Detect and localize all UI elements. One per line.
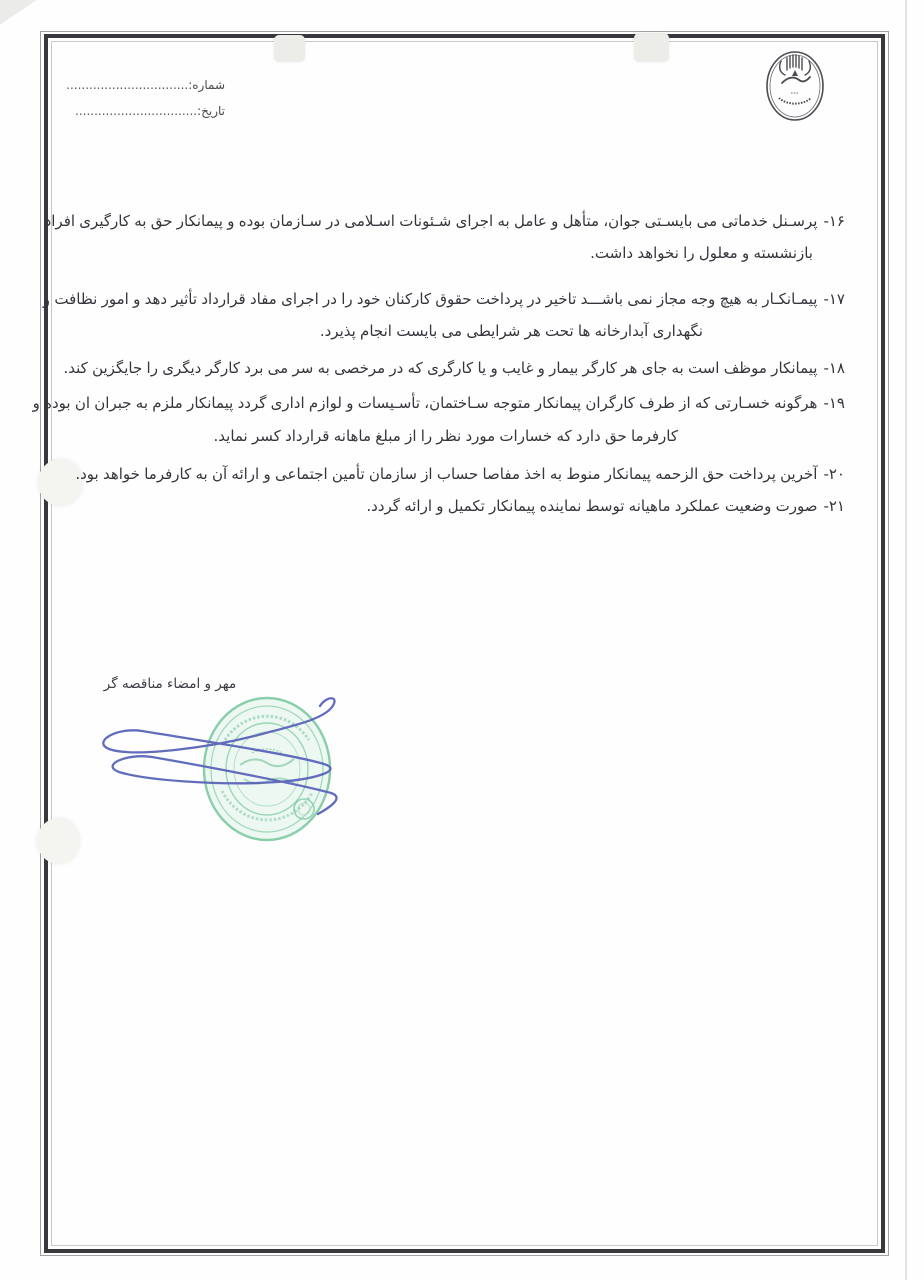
paper-edge-line [905,0,907,1280]
clause-line: کارفرما حق دارد که خسارات مورد نظر را از مبلغ ماهانه قرارداد کسر نماید. [213,427,678,445]
scan-corner-smudge [0,0,41,26]
clause-number: ۱۹- [823,394,845,412]
date-dotted-line: ................................ [75,104,198,118]
clause-line: ۱۷-پیمـانکـار به هیچ وجه مجاز نمی باشـــد تاخیر در پرداخت حقوق کارکنان خود را در اجرای مفاد قرارداد تأثیر دهد و امور نظافت و [42,290,845,308]
clause-line: ۱۸-پیمانکار موظف است به جای هر کارگر بیمار و غایب و یا کارگری که در مرخصی به سر می برد کارگر دیگری را جایگزین کند. [63,359,845,377]
number-label: شماره: [188,78,225,92]
clause-number: ۱۶- [823,212,845,230]
clause-number: ۱۷- [823,290,845,308]
clause-number: ۲۱- [823,497,845,515]
clause-number: ۱۸- [823,359,845,377]
clause-line: بازنشسته و معلول را نخواهد داشت. [590,244,813,262]
clause-line: ۱۶-پرسـنل خدماتی می بایسـتی جوان، متأهل و عامل به اجرای شـئونات اسـلامی در سـازمان بوده و پیمانکار حق به کارگیری افراد [44,212,845,230]
contract-clauses [32,0,845,560]
clause-line: ۲۰-آخرین پرداخت حق الزحمه پیمانکار منوط به اخذ مفاصا حساب از سازمان تأمین اجتماعی و ارائه آن به کارفرما خواهد بود. [75,465,845,483]
date-label: تاریخ: [197,104,225,118]
clause-line: ۱۹-هرگونه خسـارتی که از طرف کارگران پیمانکار متوجه سـاختمان، تأسـیسات و لوازم اداری گردد پیمانکار ملزم به جبران ان بوده و [32,394,845,412]
signature-caption: مهر و امضاء مناقصه گر [103,676,237,692]
clause-number: ۲۰- [823,465,845,483]
blue-ink-signature-icon [82,692,347,826]
punch-hole [37,818,80,864]
number-dotted-line: ................................ [66,78,189,92]
clause-line: ۲۱-صورت وضعیت عملکرد ماهیانه توسط نماینده پیمانکار تکمیل و ارائه گردد. [366,497,845,515]
clause-line: نگهداری آبدارخانه ها تحت هر شرایطی می بایست انجام پذیرد. [319,322,703,340]
